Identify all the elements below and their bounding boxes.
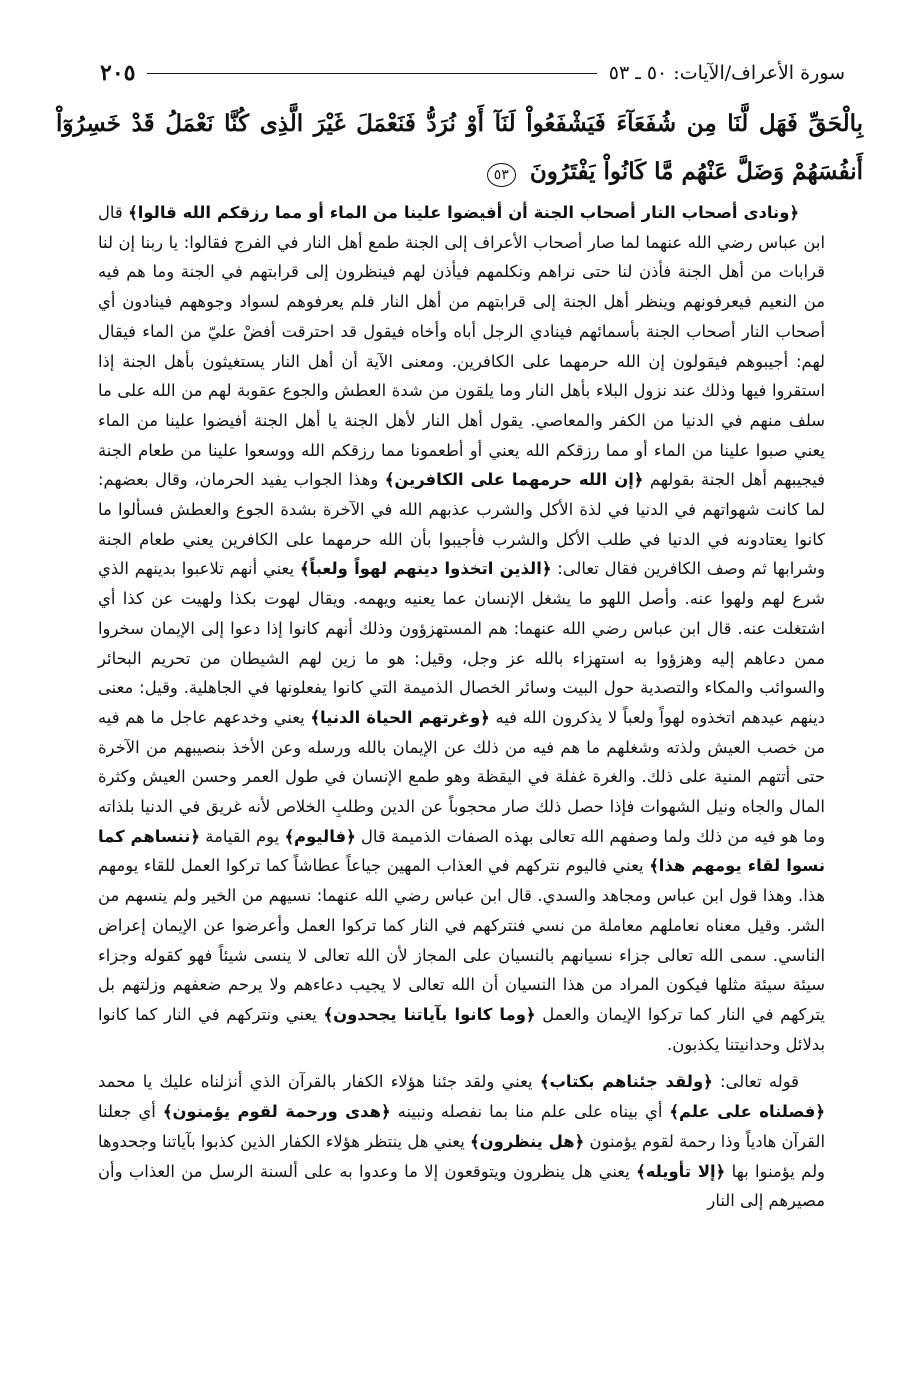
quoted-verse: ﴿فاليوم﴾ xyxy=(284,826,356,846)
quoted-verse: ﴿وما كانوا بآياتنا يجحدون﴾ xyxy=(323,1004,536,1024)
quran-verse xyxy=(56,100,863,196)
commentary-text: أي جعلنا القرآن هادياً وذا رحمة لقوم يؤمنون xyxy=(98,1102,825,1151)
commentary-text: يعني ونتركهم في النار كما كانوا بدلائل وحدانيتنا يكذبون. xyxy=(98,1004,825,1054)
quoted-verse: ﴿ونادى أصحاب النار أصحاب الجنة أن أفيضوا علينا من الماء أو مما رزقكم الله قالوا﴾ xyxy=(128,203,799,222)
quoted-verse: ﴿فصلناه على علم﴾ xyxy=(669,1102,825,1122)
commentary-text: قوله تعالى: xyxy=(712,1072,799,1092)
commentary-text: أي بيناه على علم منا بما نفصله ونبينه xyxy=(390,1102,670,1122)
page-header xyxy=(100,58,845,88)
quoted-verse: ﴿ولقد جئناهم بكتاب﴾ xyxy=(539,1072,713,1092)
quoted-verse: ﴿إلا تأويله﴾ xyxy=(636,1161,726,1181)
commentary-text: وهذا الجواب يفيد الحرمان، وقال بعضهم: لما كانت شهواتهم في الدنيا في لذة الأكل والشرب عذبهم الله في الآخرة بشدة الجوع والعطش فسألوا ما كانوا يعتادونه في الدنيا في طلب الأكل والشرب فأجيبوا بأن الله حرمهما على الكافرين يعني طعام الجنة وشرابها ثم وصف الكافرين فقال تعالى: xyxy=(98,470,825,579)
commentary-text: يعني أنهم تلاعبوا بدينهم الذي شرع لهم ولهوا عنه. وأصل اللهو ما يشغل الإنسان عما يعنيه ويهمه. ويقال لهوت بكذا ولهيت عن كذا أي اشتغلت عنه. قال ابن عباس رضي الله عنهما: هم المستهزؤون وذلك أنهم كانوا إذا دعوا إلى الإيمان سخروا ممن دعاهم إليه وهزؤوا به استهزاء بالله عز وجل، وقيل: هو ما زين لهم الشيطان من تحريم البحائر والسوائب والمكاء والتصدية حول البيت وسائر الخصال الذميمة التي كانوا يفعلونها في الجاهلية. وقيل: معنى دينهم عيدهم اتخذوه لهواً ولعباً لا يذكرون الله فيه xyxy=(98,559,825,727)
ayah-number-marker: ٥٣ xyxy=(487,163,516,187)
quoted-verse: ﴿هل ينظرون﴾ xyxy=(470,1131,585,1151)
quoted-verse: ﴿الذين اتخذوا دينهم لهواً ولعباً﴾ xyxy=(299,559,552,579)
commentary-text: يعني ولقد جئنا هؤلاء الكفار بالقرآن الذي أنزلناه عليك يا محمد xyxy=(98,1072,540,1092)
commentary-text: يعني فاليوم نتركهم في العذاب المهين جياعاً عطاشاً كما تركوا العمل للقاء يومهم هذا. وهذا قول ابن عباس ومجاهد والسدي. قال ابن عباس رضي الله عنهما: نسيهم من الخير ولم ينسهم من الشر. وقيل معناه نعاملهم معاملة من نسي فنتركهم في النار كما تركوا العمل وأعرضوا عن الإيمان إعراض الناسي. سمى الله تعالى جزاء نسيانهم بالنسيان على المجاز لأن الله تعالى لا ينسى شيئاً فهو كقوله وجزاء سيئة سيئة مثلها فيكون المراد من هذا النسيان أن الله تعالى لا يجيب دعاءهم ولا يرحم ضعفهم وزلتهم بل يتركهم في النار كما تركوا الإيمان والعمل xyxy=(98,856,825,1024)
commentary-text: يعني هل ينتظر هؤلاء الكفار الذين كذبوا بآياتنا وجحدوها ولم يؤمنوا بها xyxy=(98,1131,825,1181)
verse-text: بِالْحَقِّ فَهَل لَّنَا مِن شُفَعَآءَ فَيَشْفَعُواْ لَنَآ أَوْ نُرَدُّ فَنَعْمَلَ غَيْرَ الَّذِى كُنَّا نَعْمَلُ قَدْ خَسِرُوٓاْ أَنفُسَهُمْ وَضَلَّ عَنْهُم مَّا كَانُواْ يَفْتَرُونَ xyxy=(56,110,863,185)
commentary-text: قال ابن عباس رضي الله عنهما لما صار أصحاب الأعراف إلى الجنة طمع أهل النار في الفرج فقالوا: يا ربنا إن لنا قرابات من أهل الجنة فأذن لنا حتى نراهم ونكلمهم فيأذن لهم فينظرون إلى قرابتهم في الجنة وما هم فيه من النعيم فيعرفونهم وينظر أهل الجنة إلى قرابتهم من أهل النار فلم يعرفوهم لسواد وجوههم فينادون أي أصحاب النار أصحاب الجنة بأسمائهم فينادي الرجل أباه وأخاه فيقول قد احترقت أفضْ عليّ من الماء فيقال لهم: أجيبوهم فيقولون إن الله حرمهما على الكافرين. ومعنى الآية أن أهل النار يستغيثون بأهل الجنة إذا استقروا فيها وذلك عند نزول البلاء بأهل النار وما يلقون من شدة العطش والجوع عقوبة لهم من الله على ما سلف منهم في الدنيا من الكفر والمعاصي. يقول أهل النار لأهل الجنة يا أهل الجنة أفيضوا علينا من الماء يعني صبوا علينا من الماء أو مما رزقكم الله يعني أو أطعمونا مما رزقكم الله ووسعوا علينا من طعام الجنة فيجيبهم أهل الجنة بقولهم xyxy=(98,203,825,490)
page-number: ٢٠٥ xyxy=(100,60,136,86)
commentary-body xyxy=(98,198,825,1224)
commentary-paragraph xyxy=(98,1067,825,1216)
commentary-text: يعني هل ينظرون ويتوقعون إلا ما وعدوا به على ألسنة الرسل من العذاب وأن مصيرهم إلى النار xyxy=(98,1161,825,1211)
commentary-text: يوم القيامة xyxy=(199,826,285,846)
commentary-text: يعني وخدعهم عاجل ما هم فيه من خصب العيش ولذته وشغلهم ما هم فيه من ذلك عن الإيمان بالله ورسله وعن الأخذ بنصيبهم من الآخرة حتى أتتهم المنية على ذلك. والغرة غفلة في اليقظة وهو طمع الإنسان في طول العمر وحسن العيش وكثرة المال والجاه ونيل الشهوات فإذا حصل ذلك صار محجوباً عن الدين وطلبِ الخلاص لأنه غريق في الدنيا بلذاته وما هو فيه من ذلك ولما وصفهم الله تعالى بهذه الصفات الذميمة قال xyxy=(98,707,825,846)
quoted-verse: ﴿ننساهم كما نسوا لقاء يومهم هذا﴾ xyxy=(98,826,826,876)
header-rule xyxy=(147,73,596,74)
quoted-verse: ﴿إن الله حرمهما على الكافرين﴾ xyxy=(384,470,644,490)
quoted-verse: ﴿وغرتهم الحياة الدنيا﴾ xyxy=(310,707,490,727)
surah-reference: سورة الأعراف/الآيات: ٥٠ ـ ٥٣ xyxy=(608,62,845,84)
quoted-verse: ﴿هدى ورحمة لقوم يؤمنون﴾ xyxy=(162,1102,391,1122)
commentary-paragraph xyxy=(98,198,825,1059)
